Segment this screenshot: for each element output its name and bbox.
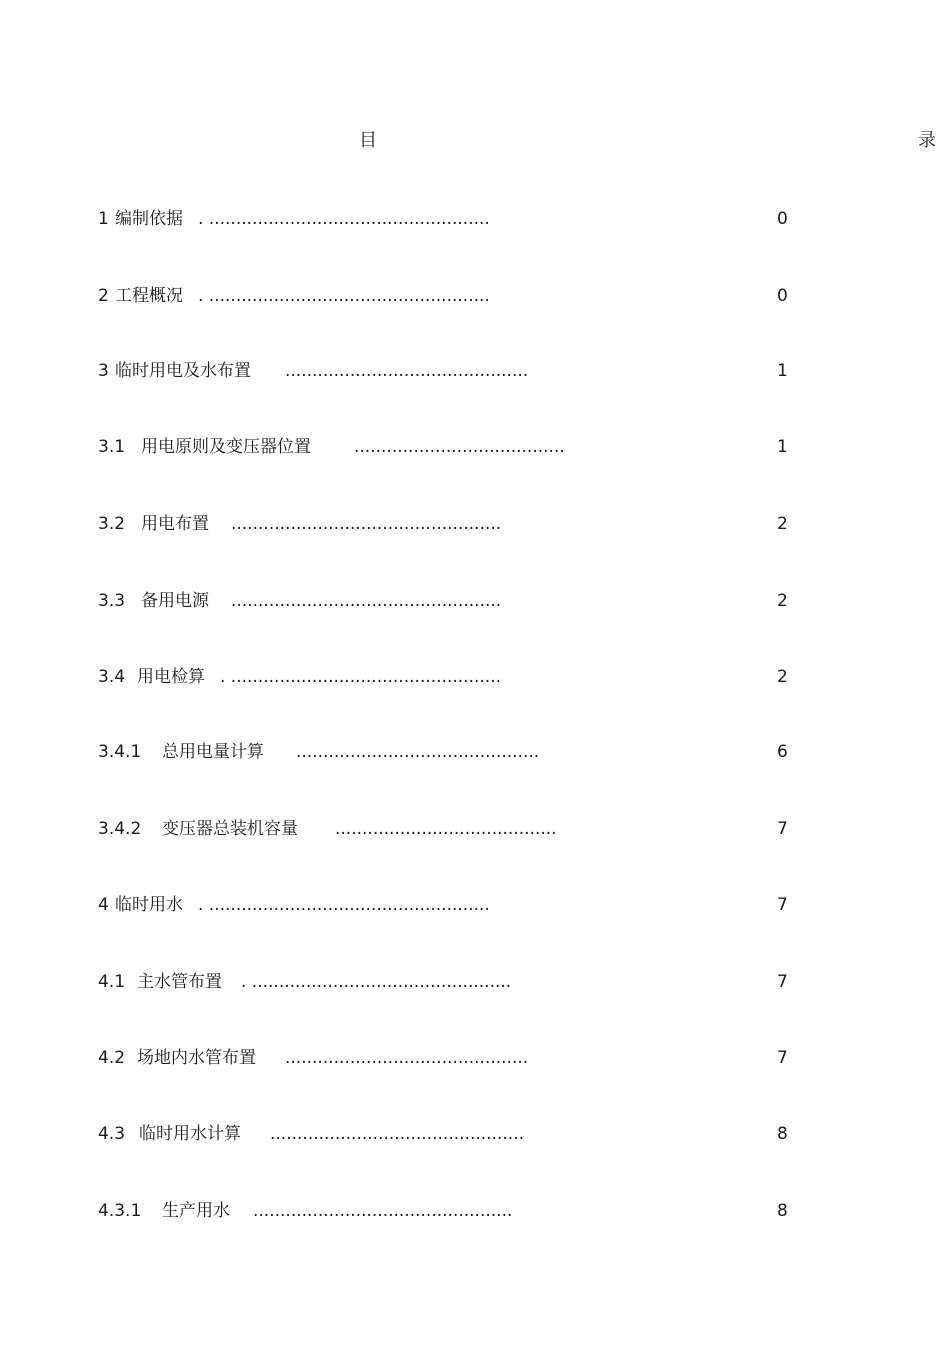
toc-entry-page: 7 <box>777 1048 788 1068</box>
toc-entry-number: 4.3 <box>98 1124 126 1144</box>
toc-entry-number: 1 <box>98 209 109 229</box>
toc-entry-number: 3.4.2 <box>98 819 142 839</box>
toc-entry-page: 8 <box>777 1201 788 1221</box>
toc-title-char-right: 录 <box>918 130 936 151</box>
toc-entry[interactable] <box>98 970 798 994</box>
toc-entry-page: 8 <box>777 1124 788 1144</box>
toc-entry-title: 场地内水管布置 <box>137 1048 256 1068</box>
toc-entry[interactable] <box>98 284 798 308</box>
toc-entry-title: 编制依据 <box>115 209 183 229</box>
toc-entry[interactable] <box>98 435 798 459</box>
toc-entry-page: 1 <box>777 361 788 381</box>
toc-entry-title: 生产用水 <box>162 1201 230 1221</box>
toc-entry-number: 3.4.1 <box>98 742 142 762</box>
toc-entry-page: 0 <box>777 209 788 229</box>
toc-entry-leader: ................................................ <box>253 1201 513 1221</box>
toc-entry-title: 主水管布置 <box>137 972 222 992</box>
toc-entry-page: 0 <box>777 286 788 306</box>
toc-entry-number: 3.3 <box>98 591 126 611</box>
toc-entry-title: 临时用水计算 <box>139 1124 241 1144</box>
toc-entry[interactable] <box>98 359 798 383</box>
toc-entry[interactable] <box>98 1122 798 1146</box>
toc-entry-page: 7 <box>777 819 788 839</box>
toc-entry-leader: . .................................................... <box>198 209 490 229</box>
toc-entry-leader: ............................................. <box>285 1048 529 1068</box>
toc-entry-page: 1 <box>777 437 788 457</box>
toc-entry-page: 7 <box>777 972 788 992</box>
toc-entry-page: 6 <box>777 742 788 762</box>
toc-entry-leader: ......................................... <box>335 819 557 839</box>
toc-entry-title: 临时用电及水布置 <box>115 361 251 381</box>
toc-entry-number: 4.1 <box>98 972 126 992</box>
toc-entry-leader: .................................................. <box>231 514 502 534</box>
toc-entry-leader: .................................................. <box>231 591 502 611</box>
toc-entry[interactable] <box>98 1046 798 1070</box>
toc-entry-number: 3 <box>98 361 109 381</box>
toc-entry[interactable] <box>98 817 798 841</box>
toc-entry-leader: . .................................................... <box>198 895 490 915</box>
toc-entry-number: 3.4 <box>98 667 126 687</box>
toc-entry-title: 工程概况 <box>115 286 183 306</box>
toc-entry-number: 2 <box>98 286 109 306</box>
toc-entry[interactable] <box>98 512 798 536</box>
toc-entry-page: 2 <box>777 514 788 534</box>
toc-title-char-left: 目 <box>359 130 377 151</box>
toc-entry-number: 3.1 <box>98 437 126 457</box>
toc-entry-title: 临时用水 <box>115 895 183 915</box>
toc-entry-title: 用电布置 <box>141 514 209 534</box>
toc-entry[interactable] <box>98 893 798 917</box>
toc-entry-leader: ....................................... <box>354 437 565 457</box>
toc-entry-number: 4 <box>98 895 109 915</box>
toc-entry-leader: . .................................................... <box>198 286 490 306</box>
toc-entry-title: 总用电量计算 <box>162 742 264 762</box>
toc-entry-leader: . .................................................. <box>220 667 501 687</box>
toc-entry-page: 2 <box>777 667 788 687</box>
toc-entry-leader: . ................................................ <box>241 972 512 992</box>
toc-entry-number: 4.3.1 <box>98 1201 142 1221</box>
toc-entry[interactable] <box>98 665 798 689</box>
toc-entry-number: 3.2 <box>98 514 126 534</box>
toc-entry-title: 用电原则及变压器位置 <box>141 437 311 457</box>
toc-entry-number: 4.2 <box>98 1048 126 1068</box>
toc-entry[interactable] <box>98 207 798 231</box>
toc-entry-title: 备用电源 <box>141 591 209 611</box>
toc-entry-leader: ............................................... <box>270 1124 524 1144</box>
toc-entry[interactable] <box>98 1199 798 1223</box>
toc-entry-title: 变压器总装机容量 <box>162 819 298 839</box>
toc-entry-leader: ............................................. <box>285 361 529 381</box>
toc-entry-page: 2 <box>777 591 788 611</box>
toc-entry-page: 7 <box>777 895 788 915</box>
toc-entry-leader: ............................................. <box>296 742 540 762</box>
toc-entry[interactable] <box>98 740 798 764</box>
toc-entry-title: 用电检算 <box>137 667 205 687</box>
toc-entry[interactable] <box>98 589 798 613</box>
